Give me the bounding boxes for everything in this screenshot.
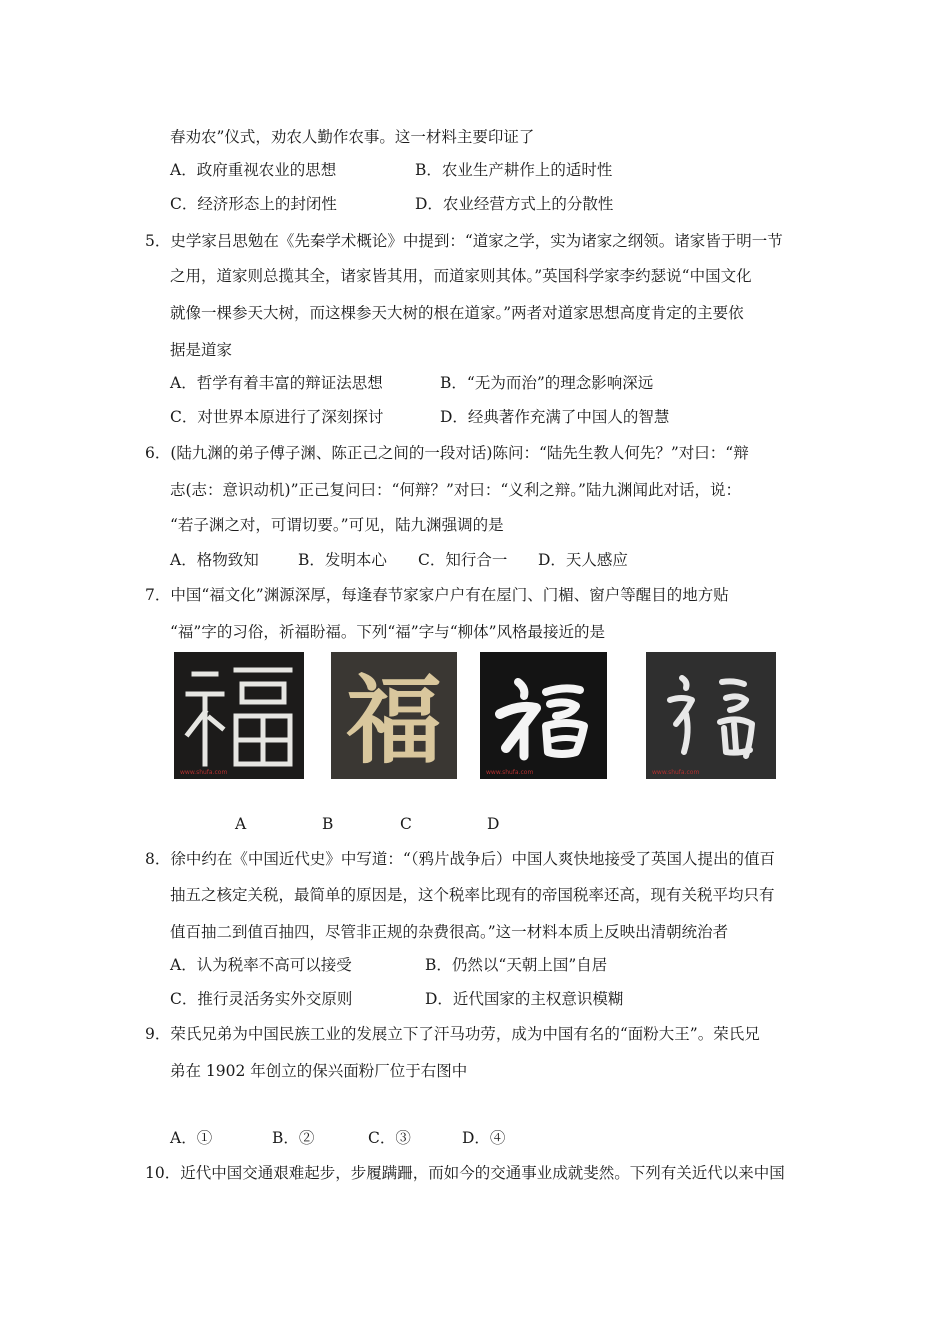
q5-stem-line: 就像一棵参天大树，而这棵参天大树的根在道家。”两者对道家思想高度肯定的主要依 xyxy=(170,304,744,322)
q8-option-a: A．认为税率不高可以接受 xyxy=(170,956,352,974)
q6-option-a: A．格物致知 xyxy=(170,551,259,569)
svg-text:www.shufa.com: www.shufa.com xyxy=(652,769,700,776)
q5-option-c: C．对世界本原进行了深刻探讨 xyxy=(170,408,384,426)
q9-stem-line: 弟在 1902 年创立的保兴面粉厂位于右图中 xyxy=(170,1062,468,1080)
q4-stem-tail: 春劝农”仪式，劝农人勤作农事。这一材料主要印证了 xyxy=(170,128,535,146)
q5-option-d: D．经典著作充满了中国人的智慧 xyxy=(440,408,670,426)
q6-option-c: C．知行合一 xyxy=(418,551,508,569)
calligraphy-image-d xyxy=(646,652,776,779)
q6-option-b: B．发明本心 xyxy=(298,551,387,569)
q9-option-b: B．② xyxy=(272,1129,315,1147)
q8-stem-line: 值百抽二到值百抽四，尽管非正规的杂费很高。”这一材料本质上反映出清朝统治者 xyxy=(170,923,729,941)
calligraphy-image-c xyxy=(480,652,607,779)
svg-text:www.shufa.com: www.shufa.com xyxy=(180,769,228,776)
q10-stem-line: 10．近代中国交通艰难起步，步履蹒跚，而如今的交通事业成就斐然。下列有关近代以来中国 xyxy=(145,1164,785,1182)
q5-option-b: B．“无为而治”的理念影响深远 xyxy=(440,374,654,392)
q6-option-d: D．天人感应 xyxy=(538,551,628,569)
q5-stem-line: 5．史学家吕思勉在《先秦学术概论》中提到：“道家之学，实为诸家之纲领。诸家皆于明一节 xyxy=(145,232,783,250)
q9-option-d: D．④ xyxy=(462,1129,506,1147)
q6-stem-line: 志(志：意识动机)”正己复问曰：“何辩？”对曰：“义利之辩。”陆九渊闻此对话，说： xyxy=(170,481,741,499)
q9-option-a: A．① xyxy=(170,1129,213,1147)
q8-stem-line: 8．徐中约在《中国近代史》中写道：“（鸦片战争后）中国人爽快地接受了英国人提出的值百 xyxy=(145,850,776,868)
q8-option-b: B．仍然以“天朝上国”自居 xyxy=(425,956,608,974)
q8-option-c: C．推行灵活务实外交原则 xyxy=(170,990,353,1008)
calligraphy-image-a xyxy=(174,652,304,779)
svg-text:福: 福 xyxy=(346,664,442,777)
q4-option-a: A．政府重视农业的思想 xyxy=(170,161,337,179)
svg-text:www.shufa.com: www.shufa.com xyxy=(486,769,534,776)
q5-option-a: A．哲学有着丰富的辩证法思想 xyxy=(170,374,383,392)
image-label-d: D xyxy=(487,815,500,833)
q5-stem-line: 据是道家 xyxy=(170,341,233,359)
image-label-c: C xyxy=(400,815,412,833)
q8-option-d: D．近代国家的主权意识模糊 xyxy=(425,990,624,1008)
image-label-b: B xyxy=(322,815,334,833)
q7-stem-line: “福”字的习俗，祈福盼福。下列“福”字与“柳体”风格最接近的是 xyxy=(170,623,606,641)
q7-stem-line: 7．中国“福文化”渊源深厚，每逢春节家家户户有在屋门、门楣、窗户等醒目的地方贴 xyxy=(145,586,729,604)
image-label-a: A xyxy=(235,815,247,833)
q5-stem-line: 之用，道家则总揽其全，诸家皆其用，而道家则其体。”英国科学家李约瑟说“中国文化 xyxy=(170,267,752,285)
q9-stem-line: 9．荣氏兄弟为中国民族工业的发展立下了汗马功劳，成为中国有名的“面粉大王”。荣氏兄 xyxy=(145,1025,760,1043)
q4-option-b: B．农业生产耕作上的适时性 xyxy=(415,161,613,179)
q9-option-c: C．③ xyxy=(368,1129,411,1147)
q6-stem-line: “若子渊之对，可谓切要。”可见，陆九渊强调的是 xyxy=(170,516,504,534)
q4-option-d: D．农业经营方式上的分散性 xyxy=(415,195,614,213)
q6-stem-line: 6．(陆九渊的弟子傅子渊、陈正己之间的一段对话)陈问：“陆先生教人何先？”对曰：“辩 xyxy=(145,444,749,462)
calligraphy-image-b xyxy=(331,652,457,779)
q4-option-c: C．经济形态上的封闭性 xyxy=(170,195,337,213)
q8-stem-line: 抽五之核定关税，最简单的原因是，这个税率比现有的帝国税率还高，现有关税平均只有 xyxy=(170,886,775,904)
